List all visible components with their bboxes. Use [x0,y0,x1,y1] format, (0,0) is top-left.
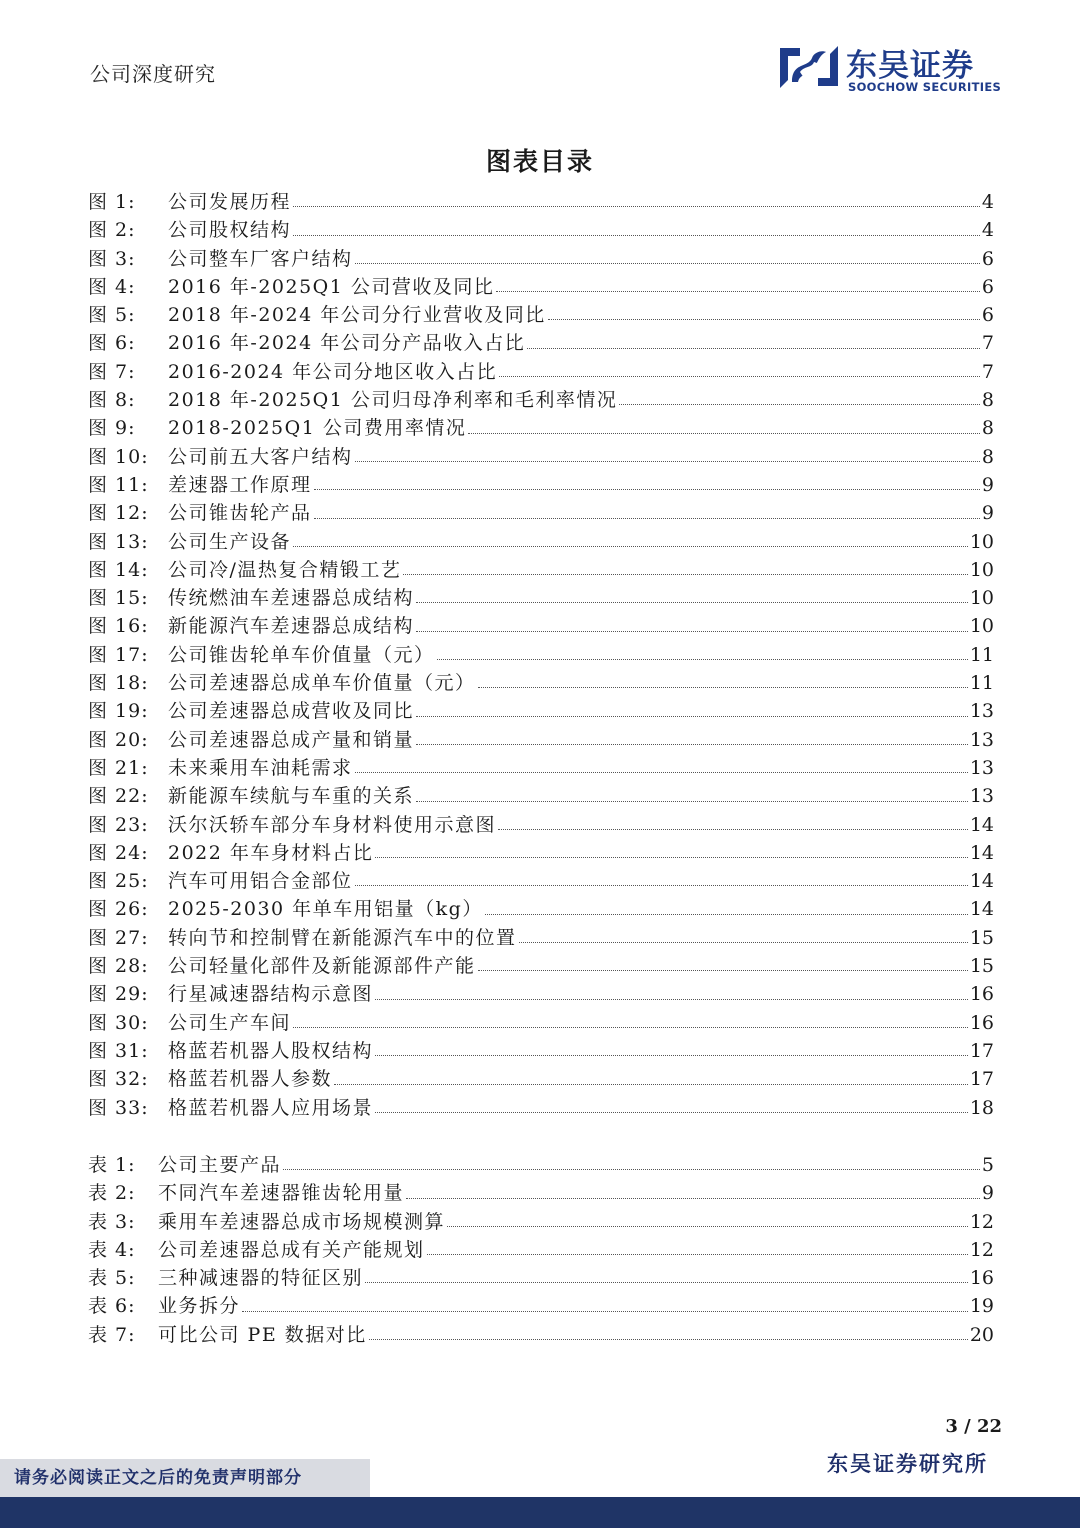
figure-entry-title: 2016 年-2024 年公司分产品收入占比 [168,332,526,355]
figure-entry-page: 4 [981,191,994,213]
dot-leader [406,1197,980,1199]
dot-leader [365,1281,968,1283]
figure-entry-label: 图 7: [88,360,136,383]
figure-entry[interactable] [88,810,994,838]
dot-leader [485,913,968,915]
figure-entry-page: 17 [969,1068,994,1091]
table-entry[interactable] [88,1178,994,1206]
figure-entry-label: 图 6: [88,332,136,355]
dot-leader [355,771,968,773]
figure-entry-page: 16 [969,1011,994,1034]
table-entry-page: 19 [969,1295,994,1318]
figure-entry[interactable] [88,470,994,498]
table-entry-label: 表 2: [88,1182,136,1205]
figure-entry-title: 2018 年-2024 年公司分行业营收及同比 [168,304,546,327]
dot-leader [375,998,968,1000]
figure-entry-title: 新能源车续航与车重的关系 [168,785,415,808]
figure-entry-page: 13 [969,785,994,808]
table-entry-title: 不同汽车差速器锥齿轮用量 [158,1182,405,1205]
figure-entry-label: 图 17: [88,643,149,666]
figure-entry-title: 转向节和控制臂在新能源汽车中的位置 [168,926,517,949]
figure-entry-page: 8 [981,417,994,440]
figure-entry-title: 公司前五大客户结构 [168,445,353,468]
figure-entry[interactable] [88,951,994,979]
figure-entry-title: 2018 年-2025Q1 公司归母净利率和毛利率情况 [168,389,618,412]
dot-leader [527,347,980,349]
dot-leader [355,262,980,264]
table-entry-title: 公司主要产品 [158,1154,282,1176]
dot-leader [375,856,967,858]
figure-entry-label: 图 33: [88,1096,149,1119]
figure-entry-page: 9 [981,473,994,496]
figure-entry-title: 2025-2030 年单车用铝量（kg） [168,898,483,921]
table-entry-label: 表 1: [88,1154,136,1176]
figure-entry-title: 未来乘用车油耗需求 [168,756,353,779]
figure-entry-page: 14 [969,813,994,836]
figure-entry-page: 14 [969,870,994,893]
table-entry-page: 12 [969,1238,994,1261]
dot-leader [427,1253,968,1255]
table-entry-title: 业务拆分 [158,1295,241,1318]
figure-entry-title: 新能源汽车差速器总成结构 [168,615,415,638]
table-entry-label: 表 7: [88,1323,136,1346]
dot-leader [283,1168,980,1170]
figure-entry-label: 图 13: [88,530,149,553]
dot-leader [447,1225,968,1227]
table-entry-page: 12 [969,1210,994,1233]
figure-entry[interactable] [88,1093,994,1121]
dot-leader [293,545,968,547]
figure-entry[interactable] [88,668,994,696]
figure-entry-page: 8 [981,445,994,468]
figure-entry-title: 沃尔沃轿车部分车身材料使用示意图 [168,813,497,836]
table-entry[interactable] [88,1235,994,1263]
figure-entry-page: 10 [969,587,994,610]
figure-entry-label: 图 14: [88,558,149,581]
logo-chinese-name: 东吴证券 [846,48,974,84]
figure-entry-title: 传统燃油车差速器总成结构 [168,587,415,610]
table-entry-title: 三种减速器的特征区别 [158,1267,364,1290]
footer-org-name: 东吴证券研究所 [827,1451,988,1476]
figure-entry-page: 17 [969,1039,994,1062]
dot-leader [355,884,968,886]
figure-entry-page: 14 [969,841,994,864]
soochow-logo-icon [778,42,840,92]
table-entry[interactable] [88,1207,994,1235]
dot-leader [498,828,968,830]
soochow-logo [778,42,1008,98]
dot-leader [314,517,980,519]
dot-leader [334,1083,968,1085]
figure-entry-title: 公司股权结构 [168,219,292,242]
figure-entry[interactable] [88,753,994,781]
figure-entry-title: 公司差速器总成营收及同比 [168,700,415,723]
figure-entry-title: 公司整车厂客户结构 [168,247,353,270]
figure-entry[interactable] [88,781,994,809]
dot-leader [499,375,980,377]
figure-entry-page: 15 [969,926,994,949]
figure-entry-label: 图 8: [88,389,136,412]
figure-entry-title: 公司生产设备 [168,530,292,553]
dot-leader [478,969,968,971]
figure-entry-label: 图 22: [88,785,149,808]
figure-entry-label: 图 3: [88,247,136,270]
table-entry[interactable] [88,1263,994,1291]
figure-entry-title: 格蓝若机器人参数 [168,1068,333,1091]
figure-entry[interactable] [88,696,994,724]
figure-entry-label: 图 28: [88,955,149,978]
figure-entry[interactable] [88,498,994,526]
figure-entry[interactable] [88,979,994,1007]
figure-entry-title: 公司发展历程 [168,191,292,213]
figure-entry[interactable] [88,527,994,555]
table-entry[interactable] [88,1150,994,1178]
figure-entry[interactable] [88,555,994,583]
figure-entry-title: 公司冷/温热复合精锻工艺 [168,558,402,581]
figure-entry-label: 图 20: [88,728,149,751]
figure-entry-page: 11 [969,672,994,695]
figure-entry[interactable] [88,923,994,951]
dot-leader [416,630,968,632]
figure-entry-page: 6 [981,275,994,298]
figure-entry-page: 14 [969,898,994,921]
table-entry-title: 可比公司 PE 数据对比 [158,1323,367,1346]
figure-entry[interactable] [88,725,994,753]
figure-entry-title: 公司差速器总成产量和销量 [168,728,415,751]
figure-entry-page: 10 [969,558,994,581]
table-entry-page: 20 [969,1323,994,1346]
figure-entry-title: 公司差速器总成单车价值量（元） [168,672,476,695]
figure-entry[interactable] [88,1008,994,1036]
figure-entry-title: 2016-2024 年公司分地区收入占比 [168,360,498,383]
figure-entry-label: 图 27: [88,926,149,949]
figure-entry[interactable] [88,866,994,894]
figure-entry-label: 图 15: [88,587,149,610]
figure-entry[interactable] [88,300,994,328]
figure-entry[interactable] [88,1064,994,1092]
figure-entry-page: 9 [981,502,994,525]
page-title: 图表目录 [485,147,594,176]
figure-entry-label: 图 2: [88,219,136,242]
page-number: 3 / 22 [945,1416,1002,1437]
table-entry-label: 表 4: [88,1238,136,1261]
figure-entry[interactable] [88,328,994,356]
figure-entry-title: 公司生产车间 [168,1011,292,1034]
figure-entry-page: 11 [969,643,994,666]
figure-entry-page: 4 [981,219,994,242]
figure-entry[interactable] [88,838,994,866]
figure-entry[interactable] [88,187,994,215]
figure-entry-title: 2016 年-2025Q1 公司营收及同比 [168,275,495,298]
figure-entry-page: 18 [969,1096,994,1119]
figure-entry-label: 图 12: [88,502,149,525]
figure-entry-label: 图 16: [88,615,149,638]
figure-entry[interactable] [88,442,994,470]
figure-entry-label: 图 21: [88,756,149,779]
figure-entry-label: 图 23: [88,813,149,836]
figure-entry-label: 图 24: [88,841,149,864]
table-entry-label: 表 3: [88,1210,136,1233]
figure-entry-page: 7 [981,332,994,355]
table-entry-page: 16 [969,1267,994,1290]
figure-entry-label: 图 29: [88,983,149,1006]
dot-leader [375,1111,968,1113]
footer-bar [0,1497,1080,1528]
figure-entry-page: 7 [981,360,994,383]
figure-entry[interactable] [88,385,994,413]
figure-entry[interactable] [88,413,994,441]
figure-entry-label: 图 25: [88,870,149,893]
figure-entry-label: 图 31: [88,1039,149,1062]
figure-entry[interactable] [88,1036,994,1064]
dot-leader [416,743,968,745]
figure-entry[interactable] [88,244,994,272]
dot-leader [314,488,980,490]
figure-entry-page: 8 [981,389,994,412]
figure-entry-label: 图 10: [88,445,149,468]
figure-entry-page: 10 [969,615,994,638]
figure-entry-label: 图 30: [88,1011,149,1034]
figure-entry-label: 图 18: [88,672,149,695]
table-entry-title: 公司差速器总成有关产能规划 [158,1238,425,1261]
table-entry-page: 9 [981,1182,994,1205]
figure-entry-label: 图 11: [88,473,149,496]
figure-entry-page: 16 [969,983,994,1006]
figure-entry[interactable] [88,357,994,385]
dot-leader [496,290,980,292]
figure-entry-label: 图 4: [88,275,136,298]
dot-leader [416,800,968,802]
dot-leader [369,1338,968,1340]
figure-entry-title: 格蓝若机器人股权结构 [168,1039,374,1062]
dot-leader [355,460,980,462]
figure-entry[interactable] [88,611,994,639]
figure-entry[interactable] [88,894,994,922]
tables-list [88,1150,994,1348]
figure-entry-page: 13 [969,700,994,723]
figure-entry-label: 图 19: [88,700,149,723]
figure-entry[interactable] [88,583,994,611]
figure-entry-title: 格蓝若机器人应用场景 [168,1096,374,1119]
figure-entry-page: 6 [981,304,994,327]
dot-leader [619,403,980,405]
figure-entry-title: 2022 年车身材料占比 [168,841,374,864]
figure-entry[interactable] [88,272,994,300]
dot-leader [403,573,967,575]
figure-entry-title: 2018-2025Q1 公司费用率情况 [168,417,467,440]
figure-entry-page: 13 [969,756,994,779]
figure-entry-title: 公司轻量化部件及新能源部件产能 [168,955,476,978]
table-entry-title: 乘用车差速器总成市场规模测算 [158,1210,446,1233]
logo-english-name: SOOCHOW SECURITIES [848,80,1002,94]
dot-leader [437,658,968,660]
dot-leader [293,205,980,207]
figures-list [88,187,994,1121]
figure-entry[interactable] [88,640,994,668]
table-entry[interactable] [88,1320,994,1348]
table-entry[interactable] [88,1291,994,1319]
figure-entry-title: 公司锥齿轮单车价值量（元） [168,643,435,666]
dot-leader [375,1054,968,1056]
figure-entry-title: 行星减速器结构示意图 [168,983,374,1006]
figure-entry-title: 公司锥齿轮产品 [168,502,312,525]
figure-entry-label: 图 9: [88,417,136,440]
dot-leader [468,432,980,434]
dot-leader [242,1310,968,1312]
figure-entry-page: 10 [969,530,994,553]
dot-leader [293,1026,968,1028]
dot-leader [293,234,980,236]
table-entry-page: 5 [981,1154,994,1176]
dot-leader [416,601,968,603]
table-entry-label: 表 6: [88,1295,136,1318]
report-type-label: 公司深度研究 [90,62,216,86]
figure-entry-page: 15 [969,955,994,978]
dot-leader [548,318,980,320]
figure-entry-label: 图 26: [88,898,149,921]
disclaimer-banner: 请务必阅读正文之后的免责声明部分 [0,1459,370,1497]
figure-entry[interactable] [88,215,994,243]
dot-leader [416,715,968,717]
figure-entry-label: 图 1: [88,191,136,213]
dot-leader [519,941,968,943]
figure-entry-title: 差速器工作原理 [168,473,312,496]
figure-entry-label: 图 32: [88,1068,149,1091]
figure-entry-title: 汽车可用铝合金部位 [168,870,353,893]
dot-leader [478,686,968,688]
table-entry-label: 表 5: [88,1267,136,1290]
figure-entry-page: 6 [981,247,994,270]
figure-entry-page: 13 [969,728,994,751]
figure-entry-label: 图 5: [88,304,136,327]
